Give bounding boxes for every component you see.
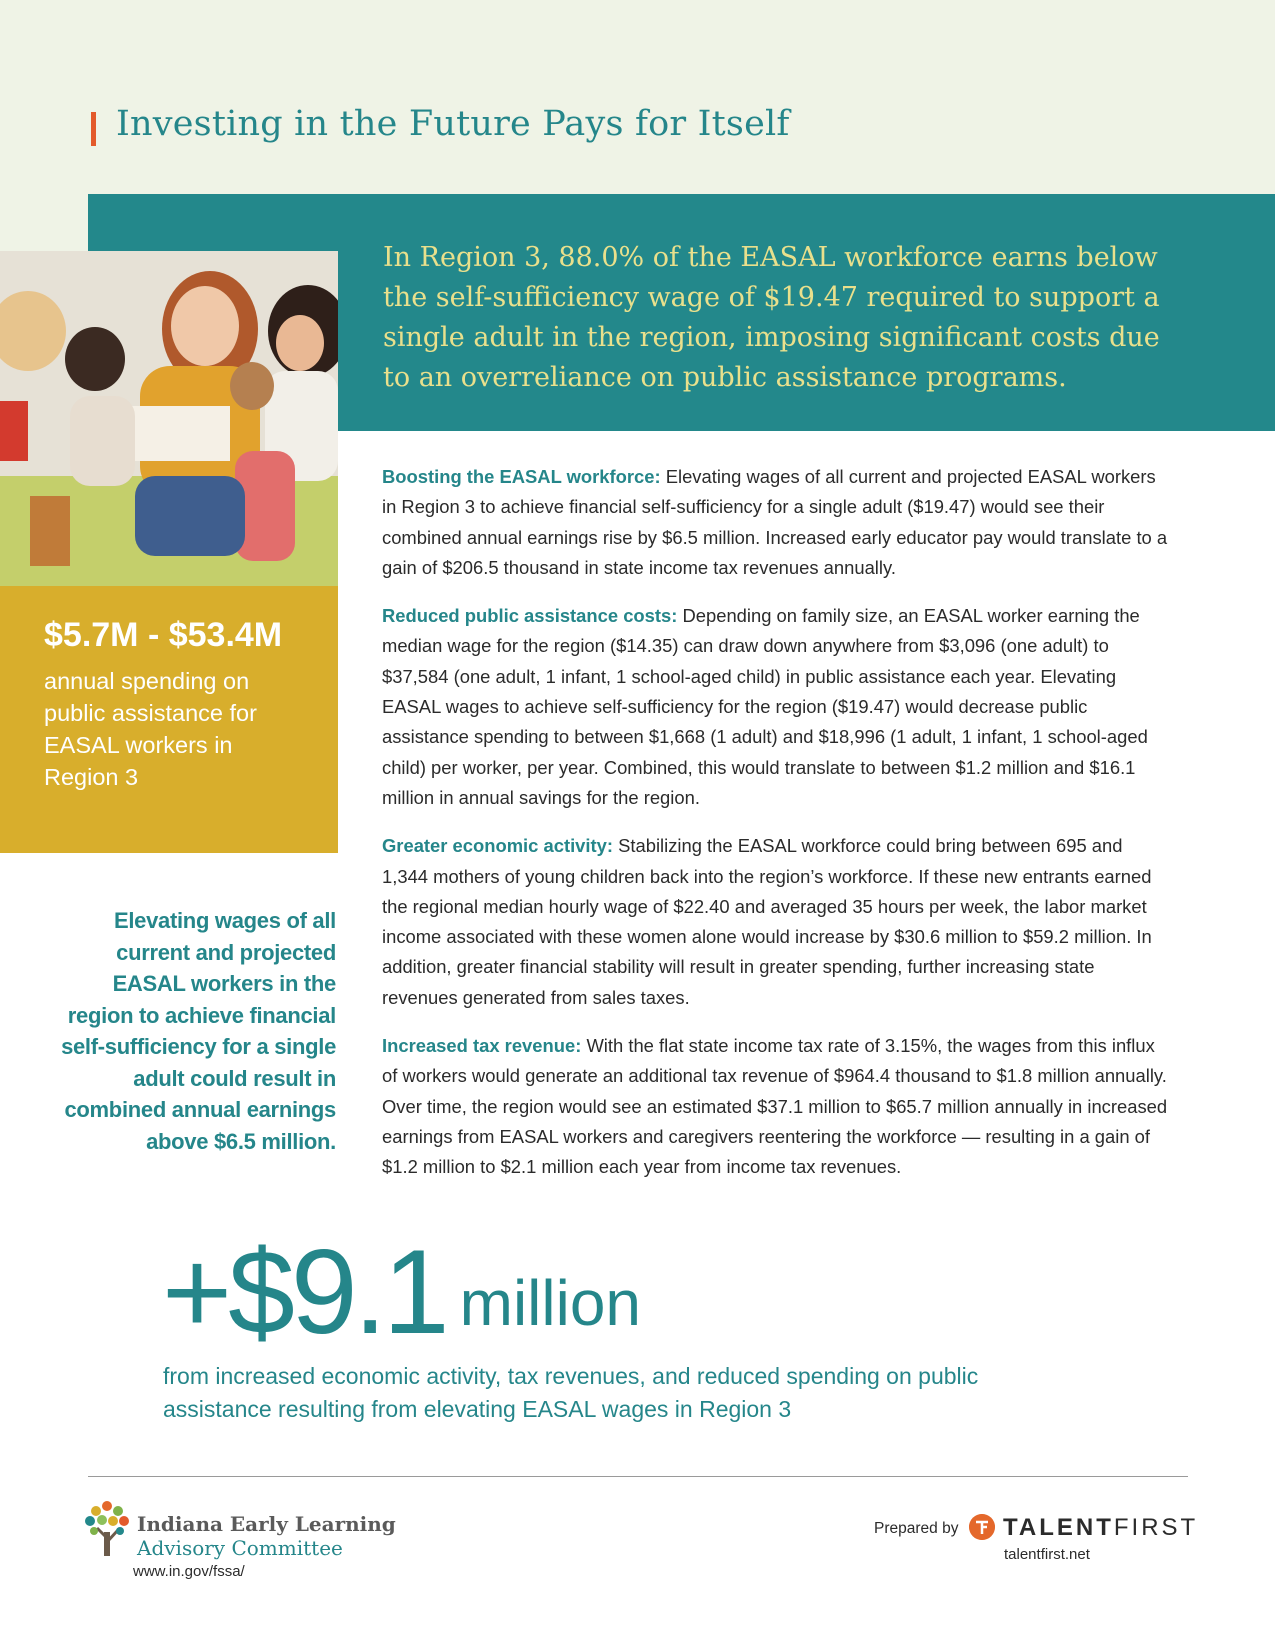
section-text: Elevating wages of all current and projected EASAL workers in Region 3 to achieve financial self-sufficiency for a single adult ($19.47) would see their combined annual earnings rise by $6.5 million. Increased early educator pay would translate to a gain of $206.5 thousand in state income tax revenues annually. (382, 466, 1168, 578)
talentfirst-badge-icon (969, 1514, 995, 1540)
org-name-line1: Indiana Early Learning (137, 1512, 396, 1536)
big-figure-unit: million (459, 1267, 642, 1339)
section-tax-revenue (382, 1031, 1172, 1182)
org-name-line2: Advisory Committee (137, 1536, 343, 1560)
org-url: www.in.gov/fssa/ (133, 1563, 245, 1580)
partner-wordmark-light: FIRST (1113, 1514, 1199, 1541)
section-text: Stabilizing the EASAL workforce could bring between 695 and 1,344 mothers of young children back into the region’s workforce. If these new entrants earned the regional median hourly wage of $22.40 and averaged 35 hours per week, the labor market income associated with these women alone would increase by $30.6 million to $59.2 million. In addition, greater financial stability will result in greater spending, further increasing state revenues generated from sales taxes. (382, 835, 1152, 1008)
partner-url: talentfirst.net (1004, 1546, 1090, 1563)
pull-quote: Elevating wages of all current and projected EASAL workers in the region to achieve financial self-sufficiency for a single adult could result in combined annual earnings above $6.5 million. (61, 908, 336, 1154)
title-accent-bar (91, 112, 96, 146)
photo-illustration (0, 251, 338, 586)
section-lead: Reduced public assistance costs: (382, 605, 678, 627)
page-title: Investing in the Future Pays for Itself (116, 104, 790, 144)
section-boosting-workforce (382, 462, 1172, 583)
section-lead: Increased tax revenue: (382, 1035, 582, 1057)
prepared-by-label: Prepared by (874, 1520, 959, 1537)
teacher-with-children-photo (0, 251, 338, 586)
section-lead: Greater economic activity: (382, 835, 613, 857)
section-economic-activity (382, 831, 1172, 1013)
big-figure-caption: from increased economic activity, tax revenues, and reduced spending on public assistance resulting from elevating EASAL wages in Region 3 (163, 1363, 979, 1422)
section-text: Depending on family size, an EASAL worker earning the median wage for the region ($14.35) can draw down anywhere from $3,096 (one adult) to $37,584 (one adult, 1 infant, 1 school-aged child) in public assistance each year. Elevating EASAL wages to achieve self-sufficiency for the region ($19.47) would decrease public assistance spending to between $1,668 (1 adult) and $18,996 (1 adult, 1 infant, 1 school-aged child) per worker, per year. Combined, this would translate to between $1.2 million and $16.1 million in annual savings for the region. (382, 605, 1148, 808)
banner-text: In Region 3, 88.0% of the EASAL workforce earns below the self-sufficiency wage of $19.47 required to support a single adult in the region, imposing significant costs due to an overreliance on public assistance programs. (383, 242, 1160, 393)
body-text-column (382, 462, 1172, 1201)
big-figure (162, 1222, 641, 1362)
section-text: With the flat state income tax rate of 3.15%, the wages from this influx of workers would generate an additional tax revenue of $964.4 thousand to $1.8 million annually. Over time, the region would see an estimated $37.1 million to $65.7 million annually in increased earnings from EASAL workers and caregivers reentering the workforce — resulting in a gain of $1.2 million to $2.1 million each year from income tax revenues. (382, 1035, 1168, 1178)
partner-wordmark (1003, 1514, 1198, 1542)
stat-value: $5.7M - $53.4M (44, 616, 283, 654)
stat-caption: annual spending on public assistance for EASAL workers in Region 3 (44, 668, 257, 790)
footer-divider (88, 1476, 1188, 1477)
partner-wordmark-strong: TALENT (1003, 1514, 1114, 1541)
big-figure-amount: +$9.1 (162, 1225, 446, 1359)
section-lead: Boosting the EASAL workforce: (382, 466, 661, 487)
section-public-assistance (382, 601, 1172, 813)
tree-icon (82, 1498, 132, 1560)
